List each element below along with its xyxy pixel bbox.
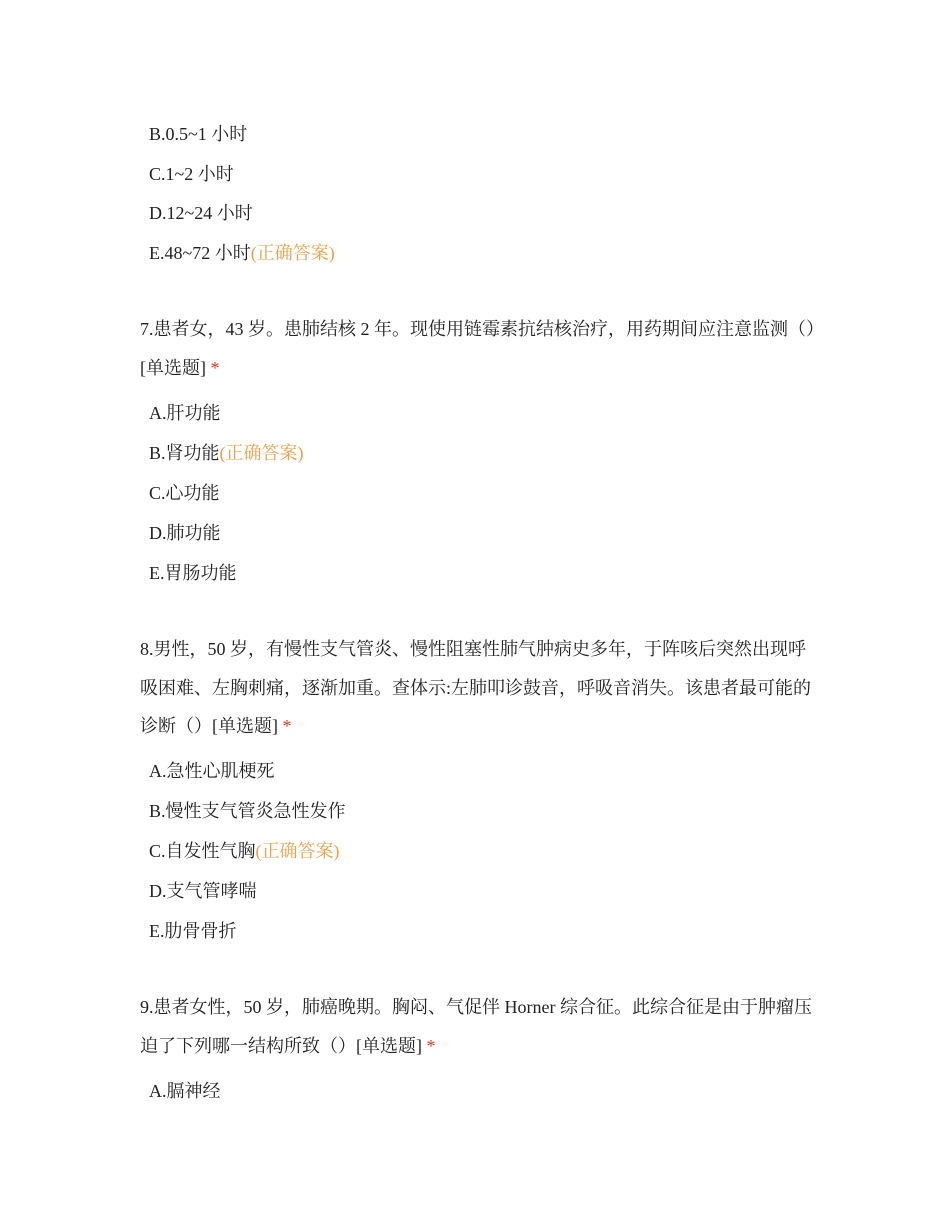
- question-9-text: 9.患者女性，50 岁，肺癌晚期。胸闷、气促伴 Horner 综合征。此综合征是由于肿瘤压迫了下列哪一结构所致（）[单选题] *: [140, 997, 812, 1056]
- q7-option-c[interactable]: C.心功能: [149, 483, 220, 503]
- q8-option-e[interactable]: E.肋骨骨折: [149, 921, 237, 941]
- q7-option-a[interactable]: A.肝功能: [149, 403, 221, 423]
- required-mark: *: [426, 1035, 436, 1056]
- q6-option-b[interactable]: B.0.5~1 小时: [149, 124, 248, 144]
- question-8-text: 8.男性，50 岁，有慢性支气管炎、慢性阻塞性肺气肿病史多年，于阵咳后突然出现呼吸困难、左胸刺痛，逐渐加重。查体示:左肺叩诊鼓音，呼吸音消失。该患者最可能的诊断（）[单选题] *: [140, 639, 811, 736]
- q8-option-d[interactable]: D.支气管哮喘: [149, 881, 257, 901]
- q7-option-d[interactable]: D.肺功能: [149, 523, 221, 543]
- q7-option-e[interactable]: E.胃肠功能: [149, 563, 237, 583]
- q8-option-c[interactable]: C.自发性气胸(正确答案): [149, 841, 340, 861]
- correct-answer-tag: (正确答案): [255, 841, 340, 861]
- correct-answer-tag: (正确答案): [219, 443, 304, 463]
- question-7-text: 7.患者女，43 岁。患肺结核 2 年。现使用链霉素抗结核治疗，用药期间应注意监测（）[单选题] *: [140, 319, 815, 378]
- q6-option-d[interactable]: D.12~24 小时: [149, 203, 253, 223]
- correct-answer-tag: (正确答案): [250, 243, 335, 263]
- q7-option-b[interactable]: B.肾功能(正确答案): [149, 443, 304, 463]
- required-mark: *: [210, 357, 220, 378]
- required-mark: *: [282, 716, 292, 736]
- q8-option-b[interactable]: B.慢性支气管炎急性发作: [149, 801, 346, 821]
- q6-option-c[interactable]: C.1~2 小时: [149, 164, 234, 184]
- q9-option-a[interactable]: A.膈神经: [149, 1081, 221, 1101]
- q8-option-a[interactable]: A.急性心肌梗死: [149, 761, 275, 781]
- q6-option-e[interactable]: E.48~72 小时(正确答案): [149, 243, 335, 263]
